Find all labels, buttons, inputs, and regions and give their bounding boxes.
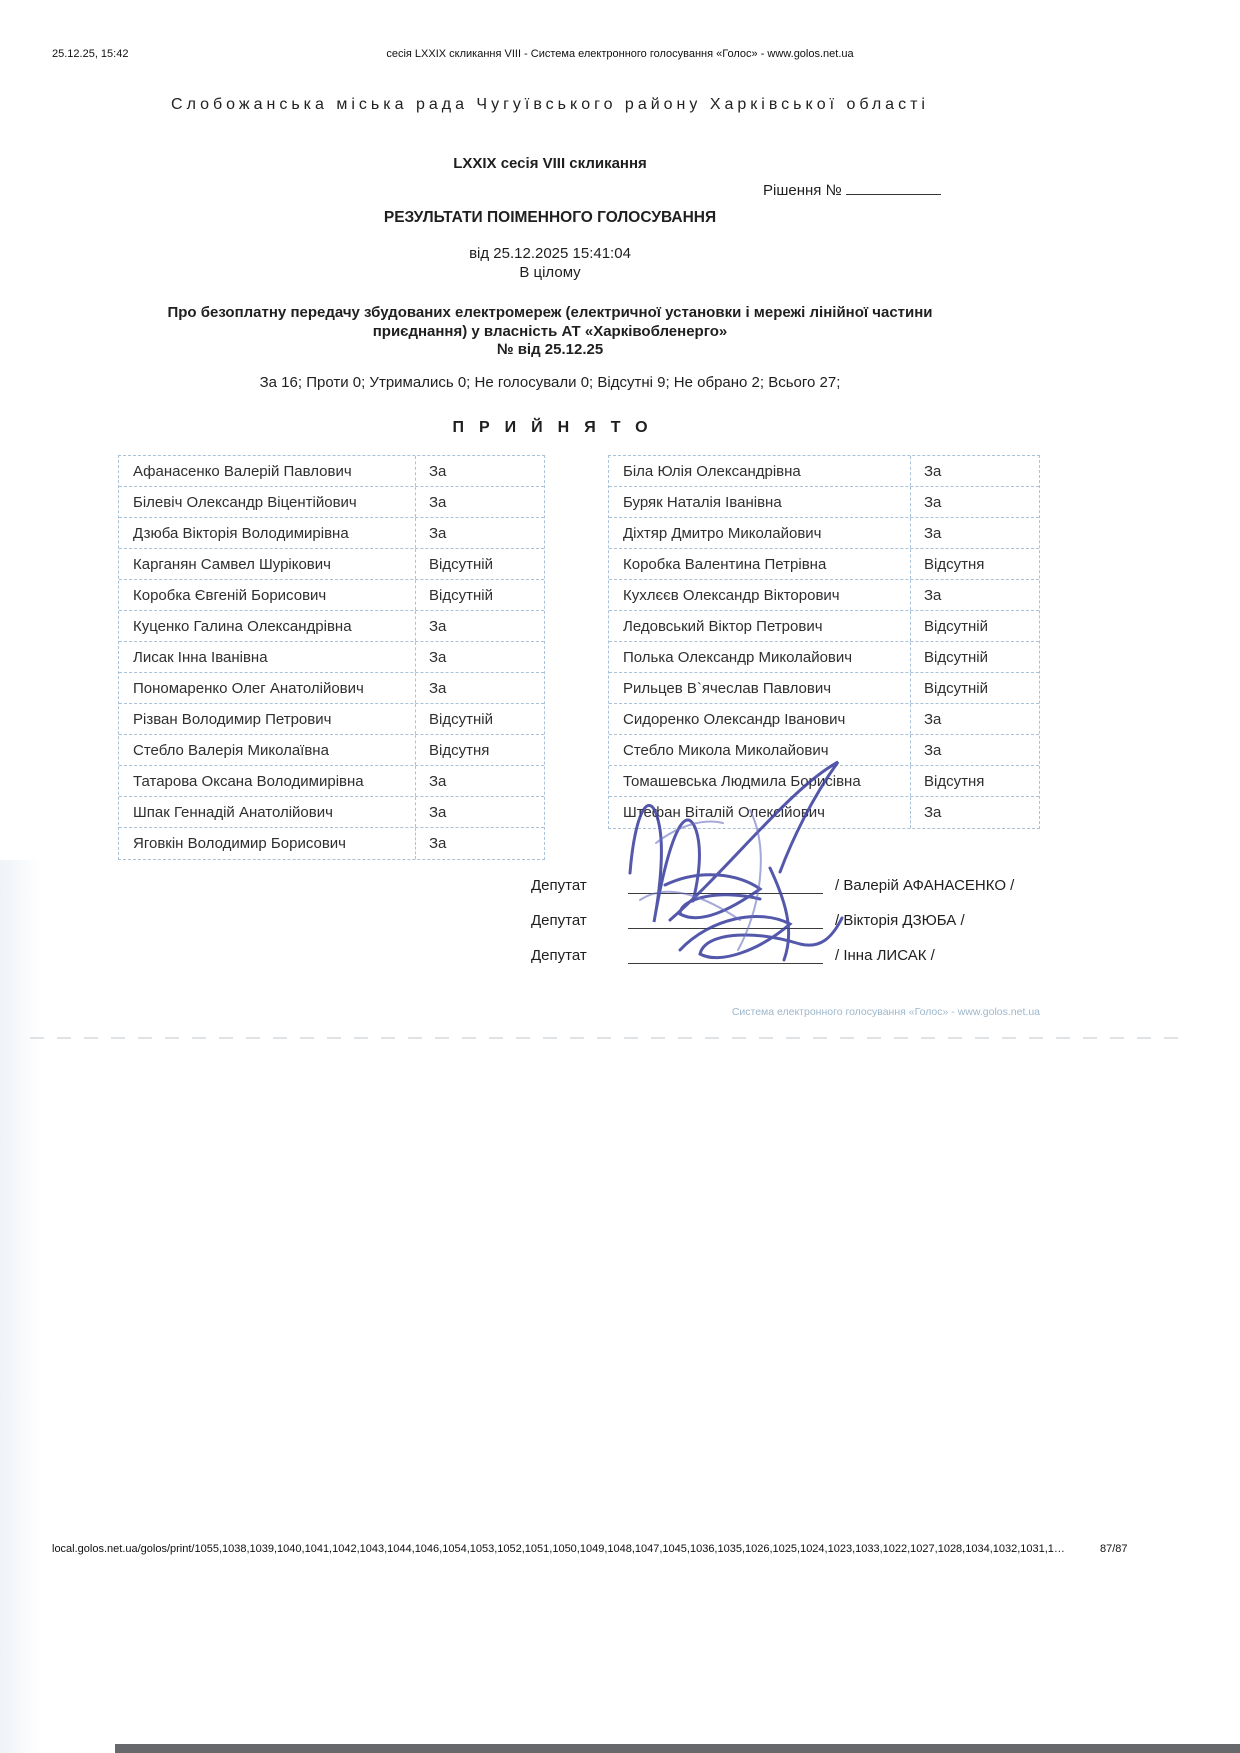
vote-value: Відсутній: [910, 673, 1039, 703]
decision-number-line: [763, 180, 941, 199]
table-row: [119, 518, 544, 549]
signature-name: / Інна ЛИСАК /: [835, 947, 935, 964]
table-row: [119, 828, 544, 859]
vote-value: За: [415, 611, 544, 641]
vote-value: Відсутній: [415, 549, 544, 579]
print-footer-url: local.golos.net.ua/golos/print/1055,1038,1039,1040,1041,1042,1043,1044,1046,1054,1053,1052,1051,1050,1049,1048,1047,1045,1036,1035,1026,1025,1024,1023,1033,1022,1027,1028,1034,1032,1031,1…: [52, 1543, 1065, 1555]
deputy-name: Стебло Валерія Миколаївна: [133, 741, 329, 759]
vote-value: За: [910, 456, 1039, 486]
system-watermark: Система електронного голосування «Голос» - www.golos.net.ua: [731, 1006, 1040, 1018]
results-title: РЕЗУЛЬТАТИ ПОІМЕННОГО ГОЛОСУВАННЯ: [383, 209, 717, 226]
session-title: LXXIX сесія VIII скликання: [453, 155, 647, 172]
table-row: [119, 735, 544, 766]
table-row: [609, 673, 1039, 704]
deputy-name: Томашевська Людмила Борисівна: [623, 772, 861, 790]
vote-value: За: [415, 766, 544, 796]
table-row: [119, 642, 544, 673]
table-row: [119, 487, 544, 518]
signature-line: [628, 912, 823, 929]
decision-number-label: Рішення №: [763, 182, 842, 199]
deputy-name: Діхтяр Дмитро Миколайович: [623, 524, 822, 542]
deputy-role-label: Депутат: [531, 947, 587, 964]
vote-value: За: [415, 487, 544, 517]
deputy-name: Яговкін Володимир Борисович: [133, 835, 346, 852]
deputy-name: Дзюба Вікторія Володимирівна: [133, 524, 349, 542]
vote-value: Відсутня: [415, 735, 544, 765]
deputy-name: Полька Олександр Миколайович: [623, 648, 853, 666]
deputy-name: Пономаренко Олег Анатолійович: [133, 679, 364, 697]
table-row: [119, 673, 544, 704]
signature-name: / Вікторія ДЗЮБА /: [835, 912, 965, 929]
table-row: [609, 704, 1039, 735]
vote-value: За: [910, 518, 1039, 548]
deputy-name: Татарова Оксана Володимирівна: [133, 772, 364, 790]
table-row: [119, 549, 544, 580]
deputy-name: Лисак Інна Іванівна: [133, 648, 268, 666]
vote-value: Відсутній: [910, 611, 1039, 641]
vote-value: За: [415, 797, 544, 827]
vote-value: Відсутній: [415, 580, 544, 610]
table-row: [119, 704, 544, 735]
table-row: [119, 766, 544, 797]
vote-table-left: [118, 455, 545, 860]
vote-value: Відсутня: [910, 549, 1039, 579]
deputy-name: Буряк Наталія Іванівна: [623, 493, 782, 511]
vote-value: За: [910, 797, 1039, 828]
council-title: Слобожанська міська рада Чугуївського району Харківської області: [171, 96, 929, 113]
deputy-name: Коробка Євгеній Борисович: [133, 586, 327, 604]
deputy-name: Ледовський Віктор Петрович: [623, 617, 823, 635]
table-row: [119, 797, 544, 828]
vote-value: За: [910, 580, 1039, 610]
deputy-name: Біла Юлія Олександрівна: [623, 462, 801, 480]
table-row: [609, 611, 1039, 642]
table-row: [609, 735, 1039, 766]
deputy-role-label: Депутат: [531, 877, 587, 894]
vote-value: За: [415, 673, 544, 703]
scan-edge-shading: [0, 860, 42, 1753]
vote-totals-line: За 16; Проти 0; Утримались 0; Не голосували 0; Відсутні 9; Не обрано 2; Всього 27;: [259, 374, 841, 391]
table-row: [609, 549, 1039, 580]
table-row: [609, 766, 1039, 797]
signature-row: [531, 912, 965, 929]
print-header-title: сесія LXXIX скликання VIII - Система електронного голосування «Голос» - www.golos.net.ua: [386, 48, 854, 60]
vote-value: За: [910, 487, 1039, 517]
deputy-name: Кухлєєв Олександр Вікторович: [623, 586, 840, 604]
deputy-name: Рильцев В`ячеслав Павлович: [623, 679, 832, 697]
bottom-scrollbar-track: [115, 1744, 1240, 1753]
decision-date-line: № від 25.12.25: [496, 341, 604, 358]
vote-value: Відсутня: [910, 766, 1039, 796]
vote-value: За: [910, 735, 1039, 765]
deputy-name: Сидоренко Олександр Іванович: [623, 710, 846, 728]
deputy-name: Куценко Галина Олександрівна: [133, 617, 352, 635]
vote-value: Відсутній: [910, 642, 1039, 672]
vote-value: За: [415, 456, 544, 486]
signature-row: [531, 947, 935, 964]
print-header-datetime: 25.12.25, 15:42: [52, 48, 129, 60]
decision-number-blank: [846, 180, 941, 195]
vote-subject: [55, 303, 1045, 341]
vote-value: За: [415, 828, 544, 859]
deputy-name: Штефан Віталій Олексійович: [623, 804, 825, 821]
signature-line: [628, 947, 823, 964]
table-row: [609, 642, 1039, 673]
vote-scope: В цілому: [519, 264, 581, 281]
table-row: [609, 580, 1039, 611]
signature-name: / Валерій АФАНАСЕНКО /: [835, 877, 1015, 894]
scan-page-edge: [30, 1037, 1180, 1039]
deputy-role-label: Депутат: [531, 912, 587, 929]
vote-table-right: [608, 455, 1040, 829]
vote-value: За: [910, 704, 1039, 734]
vote-value: Відсутній: [415, 704, 544, 734]
print-footer-page-count: 87/87: [1100, 1543, 1128, 1555]
signature-row: [531, 877, 1014, 894]
table-row: [609, 487, 1039, 518]
vote-datetime: від 25.12.2025 15:41:04: [469, 245, 631, 262]
deputy-name: Афанасенко Валерій Павлович: [133, 462, 352, 480]
deputy-name: Шпак Геннадій Анатолійович: [133, 803, 333, 821]
verdict-text: ПРИЙНЯТО: [452, 419, 663, 436]
signature-line: [628, 877, 823, 894]
vote-value: За: [415, 642, 544, 672]
table-row: [609, 456, 1039, 487]
deputy-name: Стебло Микола Миколайович: [623, 741, 829, 759]
vote-value: За: [415, 518, 544, 548]
deputy-name: Білевіч Олександр Віцентійович: [133, 493, 357, 511]
deputy-name: Карганян Самвел Шурікович: [133, 555, 331, 573]
table-row: [119, 456, 544, 487]
deputy-name: Різван Володимир Петрович: [133, 710, 332, 728]
table-row: [609, 797, 1039, 828]
deputy-name: Коробка Валентина Петрівна: [623, 555, 827, 573]
vote-subject-text: Про безоплатну передачу збудованих електромереж (електричної установки і мережі лінійної частини приєднання) у власність АТ «Харківобленерго»: [167, 304, 933, 340]
table-row: [119, 611, 544, 642]
table-row: [119, 580, 544, 611]
table-row: [609, 518, 1039, 549]
